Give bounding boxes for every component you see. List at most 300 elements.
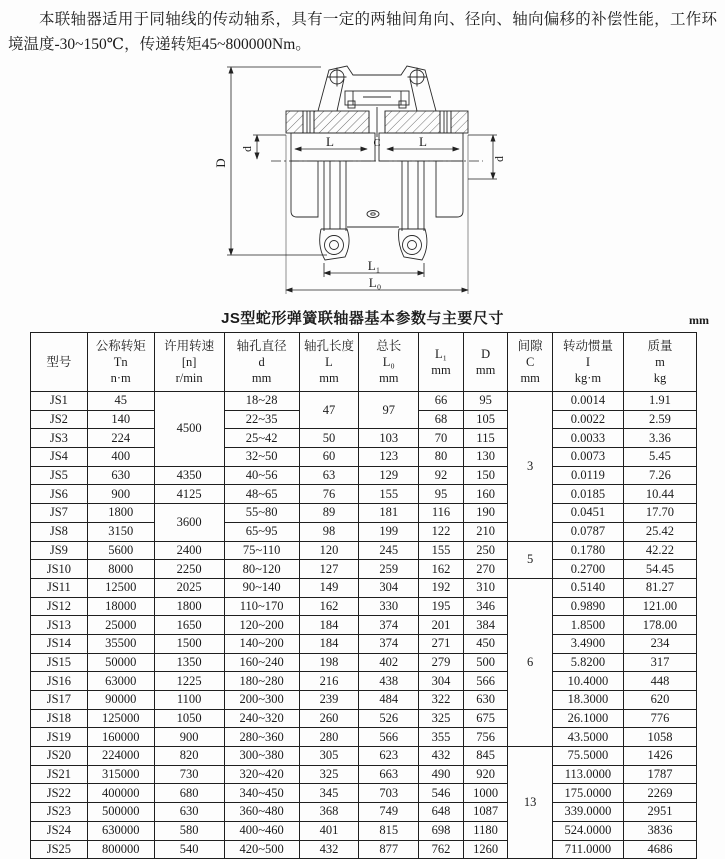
table-cell: 1000 <box>463 784 508 803</box>
table-cell: 5.45 <box>623 448 696 467</box>
table-cell: 162 <box>299 597 359 616</box>
table-cell: 17.70 <box>623 504 696 523</box>
table-cell: 105 <box>463 410 508 429</box>
column-header-1: 公称转矩 Tn n·m <box>87 333 154 392</box>
dim-label-d-left: d <box>241 146 254 152</box>
table-cell: 1787 <box>623 765 696 784</box>
table-cell: 127 <box>299 560 359 579</box>
table-cell: 1.91 <box>623 392 696 411</box>
table-cell: 65~95 <box>224 522 299 541</box>
table-cell: 877 <box>359 840 419 859</box>
table-cell: 149 <box>299 578 359 597</box>
table-cell: 1087 <box>463 803 508 822</box>
table-cell: 0.0022 <box>552 410 623 429</box>
table-cell: 0.0014 <box>552 392 623 411</box>
table-cell: 184 <box>299 634 359 653</box>
table-cell: 524.0000 <box>552 821 623 840</box>
table-cell: 845 <box>463 747 508 766</box>
table-cell: 4686 <box>623 840 696 859</box>
table-row <box>31 597 697 616</box>
table-cell: 95 <box>463 392 508 411</box>
table-cell: 438 <box>359 672 419 691</box>
table-row <box>31 728 697 747</box>
table-cell: 703 <box>359 784 419 803</box>
table-cell: 125000 <box>87 709 154 728</box>
table-cell: 50000 <box>87 653 154 672</box>
table-cell: 345 <box>299 784 359 803</box>
table-cell: 116 <box>419 504 464 523</box>
table-cell: 13 <box>508 747 553 859</box>
table-cell: 450 <box>463 634 508 653</box>
table-cell: 820 <box>154 747 224 766</box>
column-header-2: 许用转速 [n] r/min <box>154 333 224 392</box>
table-cell: 304 <box>359 578 419 597</box>
table-cell: 121.00 <box>623 597 696 616</box>
table-cell: 3.36 <box>623 429 696 448</box>
table-cell: 160000 <box>87 728 154 747</box>
table-cell: 10.44 <box>623 485 696 504</box>
dim-label-L-right: L <box>418 134 427 149</box>
table-cell: 260 <box>299 709 359 728</box>
table-cell: 526 <box>359 709 419 728</box>
table-header <box>31 333 697 392</box>
table-row <box>31 485 697 504</box>
dim-label-D: D <box>212 158 228 168</box>
table-cell: 12500 <box>87 578 154 597</box>
model-cell: JS21 <box>31 765 88 784</box>
table-cell: 155 <box>359 485 419 504</box>
table-cell: 50 <box>299 429 359 448</box>
cover-bracket-outline <box>318 66 436 111</box>
table-cell: 1650 <box>154 616 224 635</box>
model-cell: JS25 <box>31 840 88 859</box>
table-row <box>31 448 697 467</box>
table-cell: 271 <box>419 634 464 653</box>
table-cell: 140~200 <box>224 634 299 653</box>
table-cell: 648 <box>419 803 464 822</box>
technical-drawing <box>187 61 539 299</box>
table-cell: 120 <box>299 541 359 560</box>
table-cell: 0.0033 <box>552 429 623 448</box>
table-cell: 4500 <box>154 392 224 467</box>
table-cell: 566 <box>359 728 419 747</box>
table-cell: 178.00 <box>623 616 696 635</box>
model-cell: JS8 <box>31 522 88 541</box>
table-cell: 25~42 <box>224 429 299 448</box>
table-cell: 63000 <box>87 672 154 691</box>
table-cell: 432 <box>419 747 464 766</box>
table-cell: 122 <box>419 522 464 541</box>
table-cell: 181 <box>359 504 419 523</box>
table-cell: 240~320 <box>224 709 299 728</box>
table-row <box>31 653 697 672</box>
table-cell: 81.27 <box>623 578 696 597</box>
table-cell: 245 <box>359 541 419 560</box>
table-cell: 216 <box>299 672 359 691</box>
model-cell: JS3 <box>31 429 88 448</box>
table-cell: 129 <box>359 466 419 485</box>
table-cell: 89 <box>299 504 359 523</box>
parameters-table <box>30 332 697 859</box>
table-cell: 5.8200 <box>552 653 623 672</box>
table-row <box>31 504 697 523</box>
table-cell: 190 <box>463 504 508 523</box>
table-cell: 330 <box>359 597 419 616</box>
table-cell: 1350 <box>154 653 224 672</box>
table-cell: 224 <box>87 429 154 448</box>
table-cell: 110~170 <box>224 597 299 616</box>
table-cell: 8000 <box>87 560 154 579</box>
table-cell: 195 <box>419 597 464 616</box>
table-cell: 630000 <box>87 821 154 840</box>
model-cell: JS6 <box>31 485 88 504</box>
table-cell: 4125 <box>154 485 224 504</box>
model-cell: JS13 <box>31 616 88 635</box>
table-cell: 540 <box>154 840 224 859</box>
table-cell: 566 <box>463 672 508 691</box>
table-cell: 762 <box>419 840 464 859</box>
table-cell: 384 <box>463 616 508 635</box>
table-cell: 730 <box>154 765 224 784</box>
table-cell: 680 <box>154 784 224 803</box>
table-cell: 448 <box>623 672 696 691</box>
table-cell: 35500 <box>87 634 154 653</box>
table-row <box>31 578 697 597</box>
table-cell: 322 <box>419 691 464 710</box>
table-row <box>31 691 697 710</box>
table-cell: 1800 <box>87 504 154 523</box>
table-cell: 315000 <box>87 765 154 784</box>
table-cell: 1225 <box>154 672 224 691</box>
table-cell: 68 <box>419 410 464 429</box>
model-cell: JS11 <box>31 578 88 597</box>
table-cell: 2400 <box>154 541 224 560</box>
table-row <box>31 616 697 635</box>
table-row <box>31 784 697 803</box>
table-cell: 800000 <box>87 840 154 859</box>
table-cell: 123 <box>359 448 419 467</box>
table-cell: 0.2700 <box>552 560 623 579</box>
table-cell: 305 <box>299 747 359 766</box>
table-cell: 1426 <box>623 747 696 766</box>
table-cell: 0.1780 <box>552 541 623 560</box>
dim-label-d-right: d <box>493 156 506 162</box>
table-cell: 6 <box>508 578 553 746</box>
table-title: JS型蛇形弹簧联轴器基本参数与主要尺寸 <box>221 310 504 327</box>
table-cell: 630 <box>87 466 154 485</box>
table-cell: 400~460 <box>224 821 299 840</box>
table-cell: 3836 <box>623 821 696 840</box>
table-cell: 2951 <box>623 803 696 822</box>
model-cell: JS23 <box>31 803 88 822</box>
table-cell: 280~360 <box>224 728 299 747</box>
table-cell: 18.3000 <box>552 691 623 710</box>
table-cell: 279 <box>419 653 464 672</box>
column-header-7: D mm <box>463 333 508 392</box>
table-cell: 120~200 <box>224 616 299 635</box>
table-cell: 199 <box>359 522 419 541</box>
column-header-6: L₁ mm <box>419 333 464 392</box>
table-cell: 201 <box>419 616 464 635</box>
table-cell: 1800 <box>154 597 224 616</box>
table-cell: 339.0000 <box>552 803 623 822</box>
table-cell: 317 <box>623 653 696 672</box>
table-cell: 198 <box>299 653 359 672</box>
table-cell: 1.8500 <box>552 616 623 635</box>
table-cell: 355 <box>419 728 464 747</box>
table-cell: 1260 <box>463 840 508 859</box>
table-cell: 224000 <box>87 747 154 766</box>
table-cell: 711.0000 <box>552 840 623 859</box>
table-cell: 45 <box>87 392 154 411</box>
model-cell: JS22 <box>31 784 88 803</box>
table-row <box>31 709 697 728</box>
dim-label-C: C <box>372 138 381 149</box>
column-header-9: 转动惯量 I kg·m <box>552 333 623 392</box>
table-cell: 360~480 <box>224 803 299 822</box>
column-header-5: 总长 L₀ mm <box>359 333 419 392</box>
table-cell: 22~35 <box>224 410 299 429</box>
table-cell: 280 <box>299 728 359 747</box>
table-row <box>31 392 697 411</box>
table-cell: 7.26 <box>623 466 696 485</box>
table-cell: 70 <box>419 429 464 448</box>
table-cell: 160~240 <box>224 653 299 672</box>
table-row <box>31 560 697 579</box>
table-cell: 815 <box>359 821 419 840</box>
table-cell: 374 <box>359 634 419 653</box>
table-cell: 3600 <box>154 504 224 541</box>
table-cell: 663 <box>359 765 419 784</box>
unit-note: mm <box>689 313 709 327</box>
table-cell: 320~420 <box>224 765 299 784</box>
column-header-8: 间隙 C mm <box>508 333 553 392</box>
table-cell: 160 <box>463 485 508 504</box>
table-cell: 1500 <box>154 634 224 653</box>
model-cell: JS4 <box>31 448 88 467</box>
dim-label-L1: L₁ <box>367 258 380 273</box>
table-title-row <box>8 307 717 329</box>
table-cell: 10.4000 <box>552 672 623 691</box>
table-cell: 180~280 <box>224 672 299 691</box>
table-cell: 401 <box>299 821 359 840</box>
table-cell: 234 <box>623 634 696 653</box>
table-cell: 490 <box>419 765 464 784</box>
table-cell: 239 <box>299 691 359 710</box>
table-cell: 0.5140 <box>552 578 623 597</box>
table-cell: 115 <box>463 429 508 448</box>
table-cell: 75~110 <box>224 541 299 560</box>
model-cell: JS1 <box>31 392 88 411</box>
table-cell: 55~80 <box>224 504 299 523</box>
table-cell: 500000 <box>87 803 154 822</box>
table-cell: 420~500 <box>224 840 299 859</box>
coupling-section-drawing <box>187 61 539 299</box>
model-cell: JS12 <box>31 597 88 616</box>
table-cell: 300~380 <box>224 747 299 766</box>
table-cell: 623 <box>359 747 419 766</box>
table-cell: 18~28 <box>224 392 299 411</box>
table-cell: 0.0185 <box>552 485 623 504</box>
column-header-4: 轴孔长度 L mm <box>299 333 359 392</box>
model-cell: JS20 <box>31 747 88 766</box>
column-header-10: 质量 m kg <box>623 333 696 392</box>
table-cell: 310 <box>463 578 508 597</box>
table-cell: 76 <box>299 485 359 504</box>
table-cell: 90000 <box>87 691 154 710</box>
table-cell: 0.0787 <box>552 522 623 541</box>
model-cell: JS24 <box>31 821 88 840</box>
table-body <box>31 392 697 859</box>
table-cell: 150 <box>463 466 508 485</box>
model-cell: JS15 <box>31 653 88 672</box>
table-cell: 346 <box>463 597 508 616</box>
table-cell: 2025 <box>154 578 224 597</box>
model-cell: JS14 <box>31 634 88 653</box>
table-cell: 259 <box>359 560 419 579</box>
table-cell: 113.0000 <box>552 765 623 784</box>
table-cell: 2269 <box>623 784 696 803</box>
table-cell: 175.0000 <box>552 784 623 803</box>
table-cell: 25.42 <box>623 522 696 541</box>
table-cell: 580 <box>154 821 224 840</box>
table-cell: 66 <box>419 392 464 411</box>
table-cell: 620 <box>623 691 696 710</box>
table-row <box>31 840 697 859</box>
table-cell: 900 <box>154 728 224 747</box>
model-cell: JS2 <box>31 410 88 429</box>
table-cell: 400 <box>87 448 154 467</box>
model-cell: JS10 <box>31 560 88 579</box>
table-cell: 1050 <box>154 709 224 728</box>
table-cell: 1100 <box>154 691 224 710</box>
table-cell: 0.0451 <box>552 504 623 523</box>
table-cell: 210 <box>463 522 508 541</box>
intro-paragraph: 本联轴器适用于同轴线的传动轴系，具有一定的两轴间角向、径向、轴向偏移的补偿性能，工作环境温度-30~150℃，传递转矩45~800000Nm。 <box>8 11 717 53</box>
table-cell: 42.22 <box>623 541 696 560</box>
column-header-0: 型号 <box>31 333 88 392</box>
table-cell: 63 <box>299 466 359 485</box>
model-cell: JS16 <box>31 672 88 691</box>
table-cell: 325 <box>299 765 359 784</box>
table-cell: 5600 <box>87 541 154 560</box>
table-cell: 0.0119 <box>552 466 623 485</box>
table-cell: 80~120 <box>224 560 299 579</box>
table-cell: 432 <box>299 840 359 859</box>
table-row <box>31 765 697 784</box>
table-cell: 162 <box>419 560 464 579</box>
model-cell: JS5 <box>31 466 88 485</box>
table-cell: 630 <box>463 691 508 710</box>
table-cell: 75.5000 <box>552 747 623 766</box>
table-cell: 400000 <box>87 784 154 803</box>
table-cell: 340~450 <box>224 784 299 803</box>
table-cell: 80 <box>419 448 464 467</box>
table-cell: 103 <box>359 429 419 448</box>
table-cell: 920 <box>463 765 508 784</box>
model-cell: JS17 <box>31 691 88 710</box>
table-cell: 270 <box>463 560 508 579</box>
table-cell: 3 <box>508 392 553 542</box>
table-cell: 4350 <box>154 466 224 485</box>
table-cell: 756 <box>463 728 508 747</box>
table-cell: 675 <box>463 709 508 728</box>
table-cell: 95 <box>419 485 464 504</box>
table-cell: 1058 <box>623 728 696 747</box>
table-cell: 630 <box>154 803 224 822</box>
table-row <box>31 672 697 691</box>
table-cell: 18000 <box>87 597 154 616</box>
table-cell: 2250 <box>154 560 224 579</box>
table-row <box>31 541 697 560</box>
header-row <box>31 333 697 392</box>
table-cell: 200~300 <box>224 691 299 710</box>
table-cell: 54.45 <box>623 560 696 579</box>
table-cell: 776 <box>623 709 696 728</box>
table-cell: 325 <box>419 709 464 728</box>
table-cell: 92 <box>419 466 464 485</box>
table-cell: 1180 <box>463 821 508 840</box>
table-cell: 43.5000 <box>552 728 623 747</box>
table-row <box>31 821 697 840</box>
table-cell: 130 <box>463 448 508 467</box>
table-cell: 184 <box>299 616 359 635</box>
table-cell: 60 <box>299 448 359 467</box>
table-cell: 26.1000 <box>552 709 623 728</box>
table-cell: 900 <box>87 485 154 504</box>
table-cell: 2.59 <box>623 410 696 429</box>
table-cell: 374 <box>359 616 419 635</box>
table-cell: 3.4900 <box>552 634 623 653</box>
table-row <box>31 747 697 766</box>
model-cell: JS9 <box>31 541 88 560</box>
table-cell: 32~50 <box>224 448 299 467</box>
table-cell: 192 <box>419 578 464 597</box>
table-cell: 402 <box>359 653 419 672</box>
table-cell: 0.0073 <box>552 448 623 467</box>
table-cell: 368 <box>299 803 359 822</box>
table-cell: 3150 <box>87 522 154 541</box>
table-cell: 90~140 <box>224 578 299 597</box>
dim-label-L-left: L <box>325 134 334 149</box>
table-row <box>31 522 697 541</box>
table-cell: 484 <box>359 691 419 710</box>
column-header-3: 轴孔直径 d mm <box>224 333 299 392</box>
table-cell: 47 <box>299 392 359 429</box>
table-cell: 140 <box>87 410 154 429</box>
table-cell: 25000 <box>87 616 154 635</box>
table-row <box>31 466 697 485</box>
table-row <box>31 803 697 822</box>
table-cell: 749 <box>359 803 419 822</box>
table-cell: 155 <box>419 541 464 560</box>
table-cell: 698 <box>419 821 464 840</box>
table-row <box>31 634 697 653</box>
table-cell: 546 <box>419 784 464 803</box>
table-row <box>31 429 697 448</box>
table-cell: 48~65 <box>224 485 299 504</box>
table-cell: 250 <box>463 541 508 560</box>
table-cell: 5 <box>508 541 553 578</box>
dim-label-L0: L₀ <box>368 275 381 290</box>
table-cell: 304 <box>419 672 464 691</box>
table-cell: 0.9890 <box>552 597 623 616</box>
table-cell: 40~56 <box>224 466 299 485</box>
model-cell: JS7 <box>31 504 88 523</box>
table-cell: 98 <box>299 522 359 541</box>
model-cell: JS18 <box>31 709 88 728</box>
table-cell: 97 <box>359 392 419 429</box>
